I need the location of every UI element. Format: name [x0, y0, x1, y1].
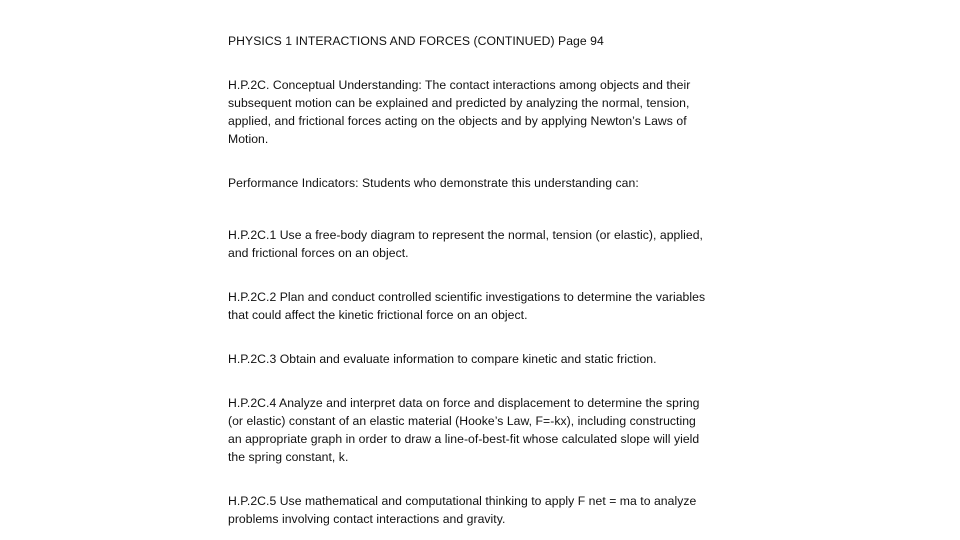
indicator-h-p-2c-1: H.P.2C.1 Use a free-body diagram to represent the normal, tension (or elastic), applied, and frictional forces on an object.	[228, 228, 703, 260]
indicator-h-p-2c-3: H.P.2C.3 Obtain and evaluate information to compare kinetic and static friction.	[228, 352, 657, 366]
performance-indicators-intro: Performance Indicators: Students who demonstrate this understanding can:	[228, 176, 639, 190]
indicator-h-p-2c-4: H.P.2C.4 Analyze and interpret data on force and displacement to determine the spring (or elastic) constant of an elastic material (Hooke’s Law, F=-kx), including constructing an appropriate graph in order to draw a line-of-best-fit whose calculated slope will yield the spring constant, k.	[228, 396, 700, 464]
indicator-h-p-2c-2: H.P.2C.2 Plan and conduct controlled scientific investigations to determine the variables that could affect the kinetic frictional force on an object.	[228, 290, 706, 322]
indicator-h-p-2c-5: H.P.2C.5 Use mathematical and computational thinking to apply F net = ma to analyze problems involving contact interactions and gravity.	[228, 494, 697, 526]
standard-statement: H.P.2C. Conceptual Understanding: The contact interactions among objects and their subsequent motion can be explained and predicted by analyzing the normal, tension, applied, and frictional forces acting on the objects and by applying Newton’s Laws of Motion.	[228, 78, 691, 146]
document-body	[228, 32, 708, 528]
page-header: PHYSICS 1 INTERACTIONS AND FORCES (CONTINUED) Page 94	[228, 34, 604, 48]
